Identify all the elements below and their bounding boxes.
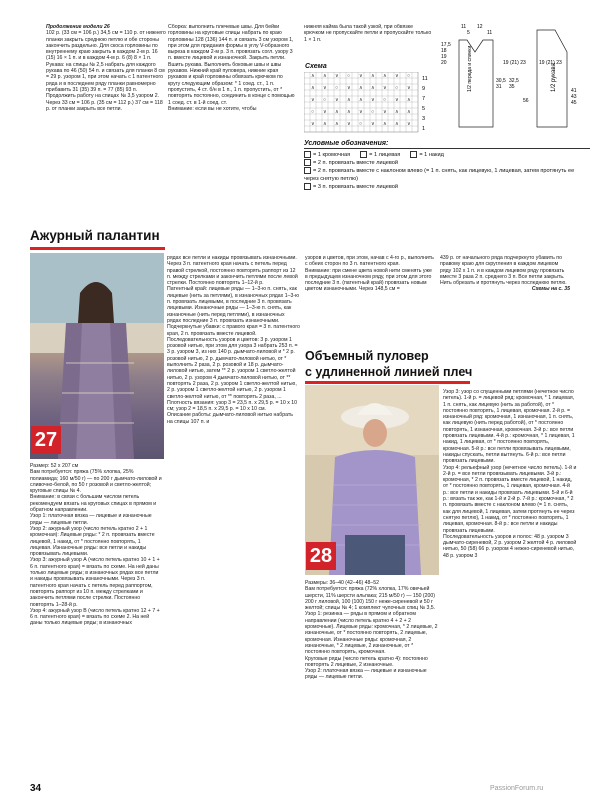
- chart-stitch-symbol: ∨: [407, 85, 411, 91]
- chart-stitch-symbol: ○: [335, 85, 339, 91]
- ssk-symbol: [304, 167, 311, 174]
- paragraph: Последовательность узоров и полос: 48 р. узором 3 дымчато-сиреневой, 2 р. узором 2 желтой 4 р. лиловой нитью, 50 (58) 66 р. узором 4 нежно-сиреневой нитью, 48 р. узором 3: [443, 533, 577, 559]
- paragraph: Описание работы: дымчато-лиловой нитью набрать на спицы 107 п. и: [167, 412, 293, 425]
- garment-diagram: [437, 22, 587, 132]
- paragraph: Подчеркнутые убавки: с правого края = 3 п. патентного края, 2 п. провязать вместе лицевой.: [167, 324, 300, 337]
- diagram-label: 1/2 рукава: [551, 63, 557, 92]
- paragraph: Круговые ряды (число петель кратно 4): постоянно повторять 2 лицевые, 2 изнаночные.: [305, 655, 428, 668]
- legend-item: = 2 п. провязать вместе лицевой: [313, 159, 399, 166]
- chart-stitch-symbol: ∧: [371, 73, 375, 79]
- s2-col-b: [443, 389, 577, 781]
- chart-stitch-symbol: ∧: [359, 97, 363, 103]
- chart-stitch-symbol: ∨: [371, 97, 375, 103]
- paragraph: Узор 2: ажурный узор (число петель кратно 2 + 1 кромочная): Лицевые ряды: * 2 п. провязать вместе лицевой, 1 накид, от * постоянно повторять, 1 лицевая. Изнаночные ряды: все петли и накиды провязывать лицевыми.: [30, 525, 155, 558]
- paragraph: Сборка: выполнить плечевые швы. Для бейки горловины на круговые спицы набрать по краю горловины 128 (136) 144 п. и связать 3 см узором 1, при этом для придания формы в углу V-образного выреза в каждом 2-м р. 3 п. провязать согл. узору 3 п. вместе лицевой и изнаночной. Закрыть петли. Вшить рукава. Выполнить боковые швы и швы рукавов. Нижний край пуловера, нижние края рукавов и край горловины обвязать крючком по кругу следующим образом: * 1 соед. ст., 1 п. пропустить, 4 ст. б/н в 1 п., 1 п. пропустить, от * повторять постоянно, соединить в конце с помощью 1 соед. ст. в 1-й соед. ст.: [168, 24, 295, 106]
- paragraph: Вам потребуется: пряжа (72% хлопка, 17% овечьей шерсти, 11% шерсти альпака; 215 м/50 г) — 150 (200) 200 г лиловой, 100 (100) 150 г неже-сиреневой и 50 г желтой; спицы № 4; 1 комплект чулочных спиц № 3,5.: [305, 586, 436, 612]
- measure-label: 20: [441, 60, 447, 66]
- knit-symbol: [360, 151, 367, 158]
- measure-label: 11: [461, 24, 467, 30]
- chart-stitch-symbol: ∧: [311, 85, 315, 91]
- chart-stitch-symbol: ○: [383, 97, 387, 103]
- chart-stitch-symbol: ∨: [311, 121, 315, 127]
- legend-item: = 3 п. провязать вместе лицевой: [313, 184, 399, 191]
- measure-label: 18: [441, 48, 447, 54]
- chart-stitch-symbol: ○: [311, 109, 315, 115]
- s2-col-a: [305, 580, 439, 780]
- chart-stitch-symbol: ∧: [407, 109, 411, 115]
- chart-stitch-symbol: ∧: [383, 73, 387, 79]
- legend-item: = 1 лицевая: [369, 151, 401, 158]
- legend-item: = 2 п. провязать вместе с наклоном влево (= 1 п. снять, как лицевую, 1 лицевая, затем протянуть ее через снятую петлю): [304, 168, 575, 182]
- see-schemes-note: Схемы на с. 35: [531, 286, 570, 293]
- continuation-heading: Продолжение модели 26: [46, 24, 110, 30]
- measure-label: 30,5: [496, 78, 506, 84]
- paragraph: Патентный край: лицевые ряды — 1–3-ю п. снять, как лицевые (нить за петлями), в изнаночных рядах 1–3-ю п. провязать лицевыми, в последние 3 п. провязать лицевыми. Изнаночные ряды — 1–3-ю п. снять, как изнаночные (нить перед петлями), в изнаночных рядах последние 3 п. провязать изнаночными.: [167, 286, 299, 324]
- paragraph: Внимание: в связи с большим числом петель рекомендуем вязать на круговых спицах в прямом и обратном направлении.: [30, 494, 157, 514]
- chart-stitch-symbol: ○: [407, 73, 411, 79]
- row-number-label: 5: [422, 106, 426, 112]
- measure-label: 19: [441, 54, 447, 60]
- diagram-label: 1/2 переда и спинки: [467, 45, 473, 92]
- section-title: Объемный пуловер: [305, 349, 429, 363]
- chart-stitch-symbol: ∨: [383, 85, 387, 91]
- chart-stitch-symbol: ∧: [395, 121, 399, 127]
- top-col-3: [304, 24, 432, 54]
- chart-stitch-symbol: ∨: [395, 73, 399, 79]
- chart-stitch-symbol: ○: [359, 121, 363, 127]
- chart-stitch-symbol: ∧: [335, 109, 339, 115]
- paragraph: Последовательность узоров и цветов: 3 р. узором 1 розовой нитью, при этом для узора 3 набрать 253 п. = 3 р. узором 3, из них 140 р. дымчато-лиловой и * 2 р. розовой нитью, 2 р. дымчато-лиловой нитью, от * выполнить 2 раза, 2 р. розовой и 18 р. дымчато-лиловой нитью, затем ** 2 р. узором 1 светло-желтой нитью, 2 р. узором 4 дымчато-лиловой нитью, от ** повторять 2 раза, 2 р. узором 1 светло-желтой нитью, 2 р. узором 1 светло-желтой нитью, 2 р. узором 1 светло-желтой нитью, от ** повторять 2 раза, ...: [167, 336, 298, 400]
- s1-left-col: [30, 463, 162, 775]
- paragraph: Узор 3: узор со спущенными петлями (нечетное число петель). 1-й р. = лицевой ряд: кромочная, * 1 лицевая, 1 п. снять, как лицевую (нить за работой), от * постоянно повторять, 1 лицевая, кромочная. 2-й р. = изнаночный ряд: кромочная, 1 изнаночная, 1 п. снять, как лицевую (нить перед работой), от * постоянно повторять, 1 изнаночная, кромочная. 3-й р.: все петли провязать лицевыми. 4-й р.: кромочная, * 1 лицевая, 1 накид, 1 лицевая, от * постоянно повторять, кромочная. 5-й р.: все петли провязывать лицевыми, накиды спускать, петли вытянуть. 6-й р.: все петли провязать лицевыми.: [443, 389, 575, 465]
- chart-stitch-symbol: ∨: [359, 73, 363, 79]
- measure-label: 56: [523, 98, 529, 104]
- measure-label: 41: [571, 88, 577, 94]
- chart-stitch-symbol: ∨: [323, 109, 327, 115]
- paragraph: Внимание: если вы не хотите, чтобы: [168, 105, 257, 112]
- paragraph: Вам потребуется: пряжа (75% хлопка, 25% полиамида; 160 м/50 г) — по 200 г дымчато-лиловой и сливочно-белой, по 50 г розовой и светло-желтой; круговые спицы № 4.: [30, 469, 162, 495]
- title-underline: [305, 381, 470, 384]
- s1-mid-col: [167, 255, 300, 777]
- chart-stitch-symbol: ∨: [347, 85, 351, 91]
- chart-stitch-symbol: ∧: [383, 121, 387, 127]
- measure-label: 45: [571, 100, 577, 106]
- k3tog-symbol: [304, 183, 311, 190]
- measure-label: 12: [477, 24, 483, 30]
- page-number: 34: [30, 783, 42, 794]
- paragraph: Узор 4: ажурный узор В (число петель кратно 12 + 7 + 6 п. патентного края) = вязать по схеме 2. На ней даны только лицевые ряды; в изнаночных: [30, 607, 160, 627]
- model-number-badge: 28: [306, 542, 336, 570]
- paragraph: Размер: 52 х 207 см: [30, 463, 79, 469]
- paragraph: Внимание: при смене цвета новой нити сменять уже в предыдущем изнаночном ряду, при этом для этого последние 3 п. (патентный край) провязать новым цветом изнаночными. Через 148,5 см =: [305, 267, 432, 293]
- measure-label: 5: [467, 30, 470, 36]
- section-subtitle: с удлиненной линией плеч: [305, 365, 473, 379]
- measure-label: 43: [571, 94, 577, 100]
- paragraph: Плотность вязания: узор 3 = 23,5 п. x 29,5 р. = 10 х 10 см; узор 2 = 18,5 п. x 29,5 р. = 10 х 10 см.: [167, 399, 298, 413]
- legend-title: Условные обозначения:: [304, 140, 590, 149]
- paragraph: Узор 3: ажурный узор А (число петель кратно 10 + 1 + 6 п. патентного края) = вязать по схеме. На ней даны только лицевые ряды; в изнаночных рядах все петли и накиды провязывать изнаночными. Через 3 п. патентного края начать с петель перед раппортом, повторять раппорт из 10 п. между стрелками и закончить петлями после стрелки. Постоянно повторять 1–28-й р.: [30, 557, 160, 608]
- chart-stitch-symbol: ∨: [335, 97, 339, 103]
- chart-stitch-symbol: ∨: [407, 121, 411, 127]
- legend-item: = 1 кромочная: [313, 151, 351, 158]
- legend-item: = 1 накид: [419, 151, 444, 158]
- row-number-label: 9: [422, 86, 426, 92]
- watermark: PassionForum.ru: [490, 785, 544, 792]
- title-underline: [30, 247, 165, 250]
- paragraph: Узор 1: резинка — ряды в прямом и обратном направлении (число петель кратно 4 + 2 + 2 кромочные). Лицевые ряды: кромочная, * 2 лицевые, 2 изнаночные, от * постоянно повторять, 2 лицевые, кромочная. Изнаночные ряды: кромочная, 2 изнаночные, * 2 лицевые, 2 изнаночные, от * постоянно повторять, кромочная.: [305, 611, 438, 656]
- schema-label: Схема: [305, 63, 327, 70]
- measure-label: 32,5: [509, 78, 519, 84]
- chart-stitch-symbol: ∨: [323, 85, 327, 91]
- paragraph: рядах все петли и накиды провязывать изнаночными. Через 3 п. патентного края начать с петель перед правой стрелкой, постоянно повторять раппорт из 12 п. между стрелками и закончить петлями после левой стрелки. Постоянно повторять 1–12-й р.: [167, 255, 298, 287]
- chart-stitch-symbol: ∧: [347, 109, 351, 115]
- k2tog-symbol: [304, 159, 311, 166]
- paragraph: Размеры: 36–40 (42–46) 48–52: [305, 580, 380, 586]
- chart-stitch-symbol: ∨: [359, 109, 363, 115]
- chart-stitch-symbol: ∧: [395, 109, 399, 115]
- chart-stitch-symbol: ∨: [335, 73, 339, 79]
- s1-right-col: [305, 255, 435, 335]
- paragraph: Узор 4: рельефный узор (нечетное число петель). 1-й и 2-й р. = все петли провязывать лицевыми. 3-й р.: кромочная, * 2 п. провязать вместе лицевой, 1 накид, от * постоянно повторять, 1 лицевая, кромочная. 4-й р.: все петли и накиды провязать лицевыми. 5-й и 6-й р.: вязать так же, как 1-й и 2-й р. 7-й р.: кромочная, * 2 п. провязать вместе с наклоном влево (= 1 п. снять, как для лицевой, 1 лицевая, затем протянуть ее через снятую петлю), 1 накид, от * постоянно повторять, 1 лицевая, кромочная. 8-й р.: все петли и накиды провязать лицевыми.: [443, 464, 577, 534]
- knitting-chart: [304, 72, 430, 134]
- measure-label: 35: [509, 84, 515, 90]
- chart-stitch-symbol: ○: [323, 97, 327, 103]
- selvedge-symbol: [304, 151, 311, 158]
- measure-label: 19 (21) 23: [503, 60, 526, 66]
- chart-stitch-symbol: ∨: [395, 97, 399, 103]
- chart-stitch-symbol: ∧: [311, 73, 315, 79]
- measure-label: 31: [496, 84, 502, 90]
- chart-stitch-symbol: ○: [395, 85, 399, 91]
- chart-stitch-symbol: ∧: [323, 121, 327, 127]
- measure-label: 19 (21) 23: [539, 60, 562, 66]
- chart-stitch-symbol: ∧: [335, 121, 339, 127]
- row-number-label: 11: [422, 76, 428, 82]
- measure-label: 11: [487, 30, 493, 36]
- chart-stitch-symbol: ○: [371, 109, 375, 115]
- chart-stitch-symbol: ∨: [383, 109, 387, 115]
- chart-stitch-symbol: ∨: [311, 97, 315, 103]
- top-col-2: [168, 24, 296, 236]
- paragraph: Рукава: на спицы № 2,5 набрать для каждого рукава по 46 (50) 54 п. и связать для планки 8 см = 29 р. узором 1, при этом начать с 1 патентного ряда и в последнем ряду планки равномерно прибавить 31 (35) 39 п. = 77 (85) 93 п. Продолжить работу на спицах № 3,5 узором 2. Через 33 см = 106 р. (35 см = 112 р.) 37 см = 118 р. от планки закрыть все петли.: [46, 61, 165, 112]
- paragraph: Узор 2: платочная вязка — лицевые и изнаночные ряды — лицевые петли.: [305, 668, 427, 681]
- row-number-label: 3: [422, 116, 426, 122]
- top-col-1: [46, 24, 168, 224]
- chart-stitch-symbol: ∧: [371, 85, 375, 91]
- row-number-label: 1: [422, 126, 426, 132]
- measure-label: 17,5: [441, 42, 451, 48]
- row-number-label: 7: [422, 96, 426, 102]
- paragraph: 102 р. (33 см = 106 р.) 34,5 см = 110 р. от нижнего планки закрыть среднюю петлю и обе стороны закончить раздельно. Для скоса горловины по внутреннему краю закрыть в каждом 2-м р. 16 (15) 16 × 1 п. и в каждом 4-м р. 6 (8) 8 × 1 п.: [46, 30, 166, 62]
- s1-far-right-col: [440, 255, 570, 335]
- yarn-over-symbol: [410, 151, 417, 158]
- paragraph: 439 р. от начального ряда подчеркнуто убавить по правому краю для скругления в каждом лицевом ряду 102 х 1 п. и в каждом лицевом ряду провязать вместе 3 раза 2 п. среднего 3 п. Все петли закрыть. Нить обрезать и протянуть через последнюю петлю.: [440, 255, 567, 287]
- chart-stitch-symbol: ○: [347, 73, 351, 79]
- model-number-badge: 27: [31, 426, 61, 454]
- chart-stitch-symbol: ∨: [347, 121, 351, 127]
- section-title: Ажурный палантин: [30, 228, 160, 243]
- chart-stitch-symbol: ∨: [371, 121, 375, 127]
- paragraph: узоров и цветов, при этом, начав с 4-го р., выполнить с обеих сторон по 3 п. патентного края.: [305, 255, 434, 268]
- paragraph: Узор 1: платочная вязка — лицевые и изнаночные ряды — лицевые петли.: [30, 513, 152, 526]
- chart-stitch-symbol: ∧: [359, 85, 363, 91]
- chart-stitch-symbol: ∧: [323, 73, 327, 79]
- chart-stitch-symbol: ∧: [407, 97, 411, 103]
- paragraph: нижняя кайма была такой узкой, при обвязке крючком не пропускайте петли и пропускайте только 1 × 1 п.: [304, 24, 432, 43]
- legend: [304, 140, 590, 235]
- chart-stitch-symbol: ∧: [347, 97, 351, 103]
